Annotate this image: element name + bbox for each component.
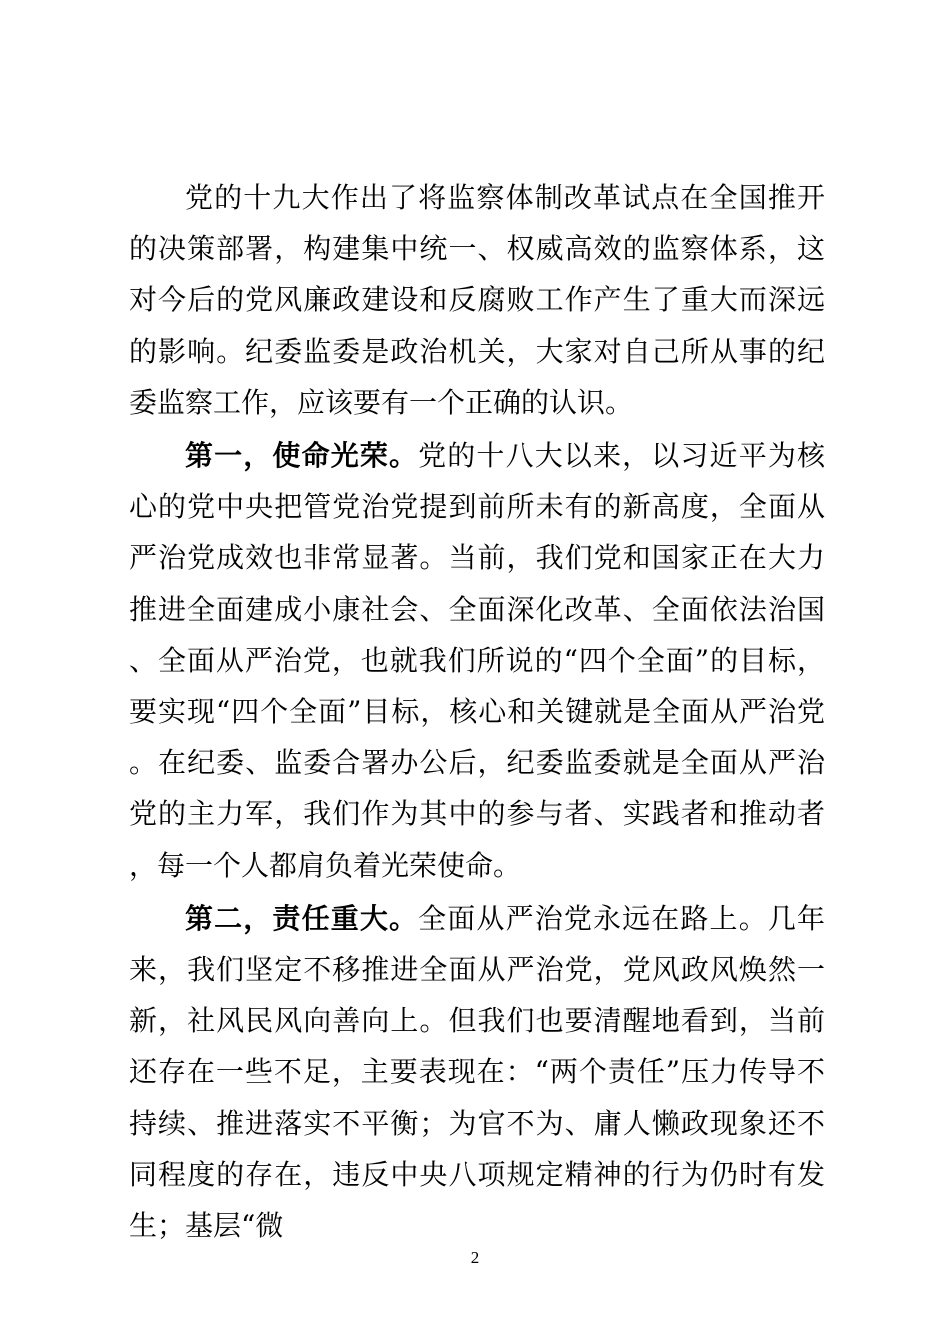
paragraph-second-point — [129, 893, 825, 1251]
paragraph-text: 全面从严治党永远在路上。几年来，我们坚定不移推进全面从严治党，党风政风焕然一新，社风民风向善向上。但我们也要清醒地看到，当前还存在一些不足，主要表现在：“两个责任”压力传导不持续、推进落实不平衡；为官不为、庸人懒政现象还不同程度的存在，违反中央八项规定精神的行为仍时有发生；基层“微 — [129, 901, 825, 1243]
page-number: 2 — [470, 1248, 480, 1267]
paragraph-text: 党的十九大作出了将监察体制改革试点在全国推开的决策部署，构建集中统一、权威高效的监察体系，这对今后的党风廉政建设和反腐败工作产生了重大而深远的影响。纪委监委是政治机关，大家对自己所从事的纪委监察工作，应该要有一个正确的认识。 — [129, 181, 825, 419]
paragraph-intro — [129, 172, 825, 428]
document-body — [129, 172, 825, 1251]
paragraph-first-point — [129, 430, 825, 891]
paragraph-text: 党的十八大以来，以习近平为核心的党中央把管党治党提到前所未有的新高度，全面从严治党成效也非常显著。当前，我们党和国家正在大力推进全面建成小康社会、全面深化改革、全面依法治国、全面从严治党，也就我们所说的“四个全面”的目标，要实现“四个全面”目标，核心和关键就是全面从严治党。在纪委、监委合署办公后，纪委监委就是全面从严治党的主力军，我们作为其中的参与者、实践者和推动者，每一个人都肩负着光荣使命。 — [129, 439, 825, 882]
paragraph-lead: 第一，使命光荣。 — [185, 439, 419, 473]
paragraph-lead: 第二，责任重大。 — [185, 901, 419, 935]
